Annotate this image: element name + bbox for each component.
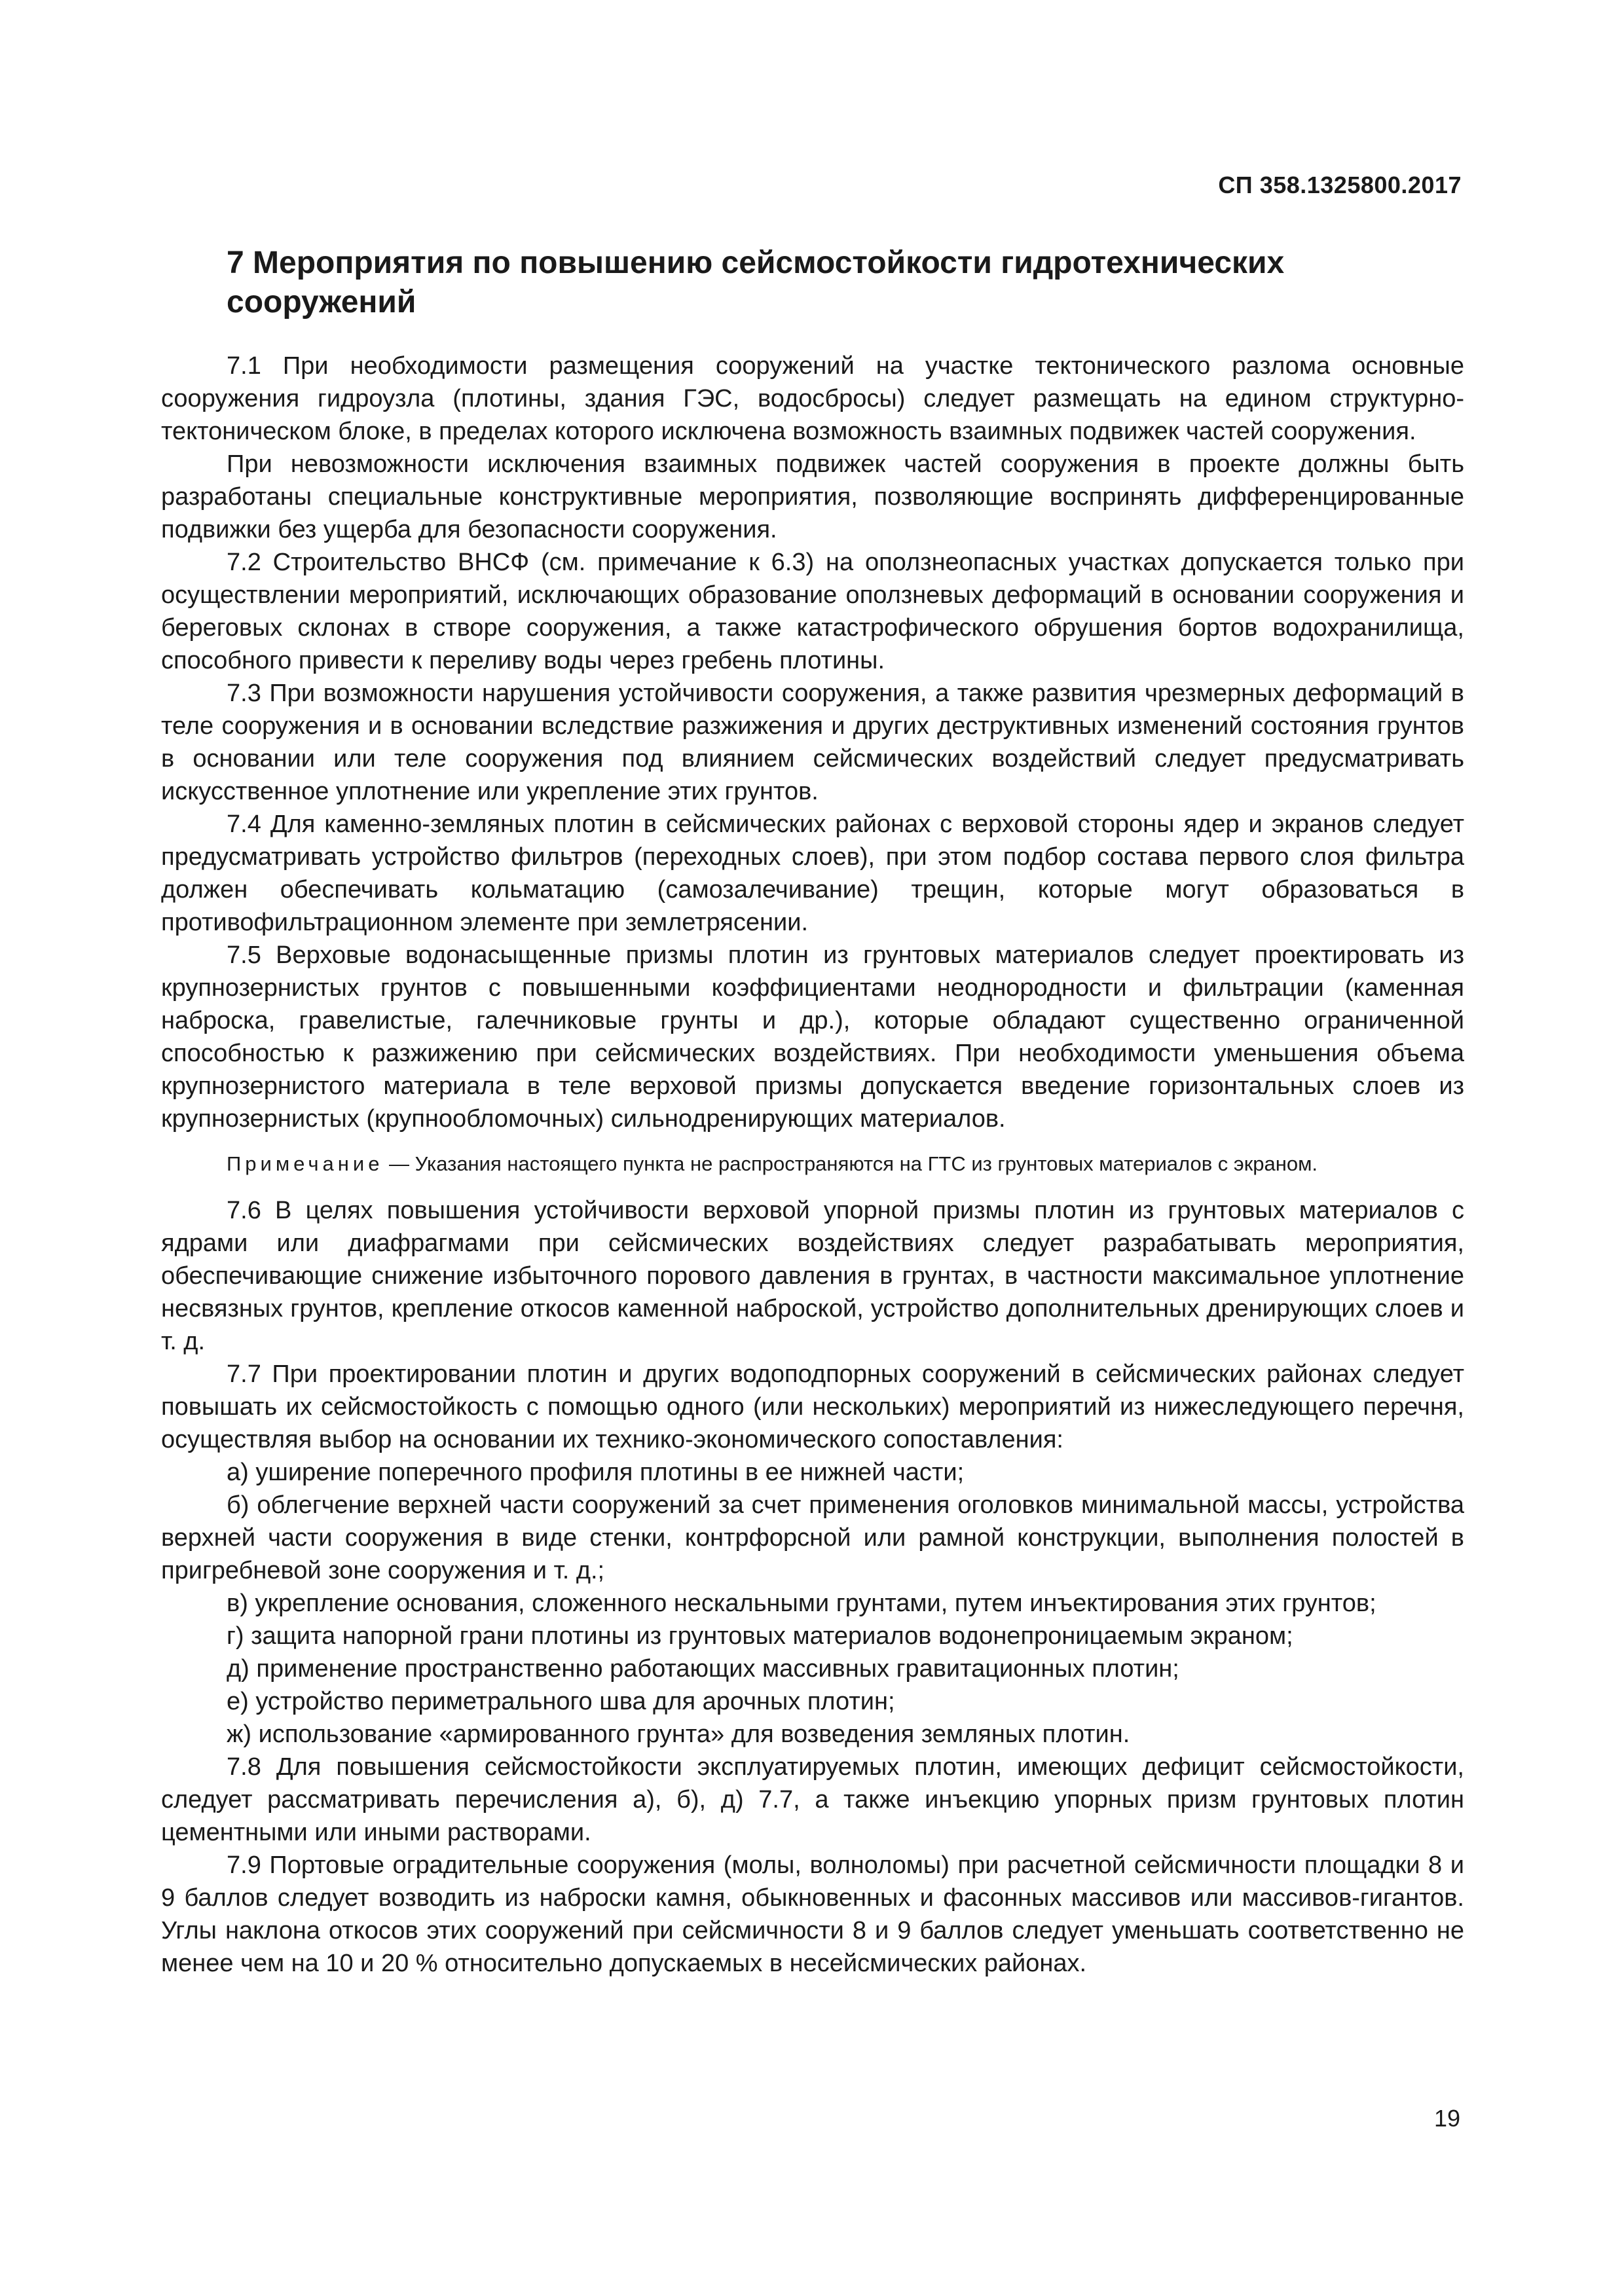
- section-title: 7 Мероприятия по повышению сейсмостойкости гидротехнических сооружений: [227, 246, 1285, 319]
- note-label: Примечание: [227, 1152, 384, 1175]
- list-item-b: б) облегчение верхней части сооружений за счет применения оголовков минимальной массы, устройства верхней части сооружения в виде стенки, контрфорсной или рамной конструкции, выполнения полостей в пригребневой зоне сооружения и т. д.;: [161, 1491, 1464, 1584]
- paragraph-7-5: 7.5 Верховые водонасыщенные призмы плотин из грунтовых материалов следует проектировать из крупнозернистых грунтов с повышенными коэффициентами неоднородности и фильтрации (каменная наброска, гравелистые, галечниковые грунты и др.), которые обладают существенно ограниченной способностью к разжижению при сейсмических воздействиях. При необходимости уменьшения объема крупнозернистого материала в теле верховой призмы допускается введение горизонтальных слоев из крупнозернистых (крупнообломочных) сильнодренирующих материалов.: [161, 941, 1464, 1133]
- list-item-d: д) применение пространственно работающих массивных гравитационных плотин;: [227, 1655, 1179, 1683]
- page-number: 19: [1433, 2105, 1460, 2132]
- paragraph-7-8: 7.8 Для повышения сейсмостойкости эксплуатируемых плотин, имеющих дефицит сейсмостойкости, следует рассматривать перечисления а), б), д) 7.7, а также инъекцию упорных призм грунтовых плотин цементными или иными растворами.: [161, 1753, 1464, 1846]
- paragraph-7-9: 7.9 Портовые оградительные сооружения (молы, волноломы) при расчетной сейсмичности площадки 8 и 9 баллов следует возводить из наброски камня, обыкновенных и фасонных массивов или массивов-гигантов. Углы наклона откосов этих сооружений при сейсмичности 8 и 9 баллов следует уменьшать соответственно не менее чем на 10 и 20 % относительно допускаемых в несейсмических районах.: [161, 1851, 1464, 1977]
- paragraph-7-1: 7.1 При необходимости размещения сооружений на участке тектонического разлома основные сооружения гидроузла (плотины, здания ГЭС, водосбросы) следует размещать на едином структурно-тектоническом блоке, в пределах которого исключена возможность взаимных подвижек частей сооружения.: [161, 352, 1464, 445]
- paragraph-7-6: 7.6 В целях повышения устойчивости верховой упорной призмы плотин из грунтовых материалов с ядрами или диафрагмами при сейсмических воздействиях следует разрабатывать мероприятия, обеспечивающие снижение избыточного порового давления в грунтах, в частности максимальное уплотнение несвязных грунтов, крепление откосов каменной наброской, устройство дополнительных дренирующих слоев и т. д.: [161, 1197, 1464, 1355]
- list-item-zh: ж) использование «армированного грунта» для возведения земляных плотин.: [227, 1721, 1130, 1748]
- list-item-a: а) уширение поперечного профиля плотины в ее нижней части;: [227, 1459, 965, 1486]
- document-body: [161, 244, 1464, 1980]
- note-text: — Указания настоящего пункта не распространяются на ГТС из грунтовых материалов с экраном.: [383, 1152, 1318, 1175]
- note: [161, 1150, 1464, 1178]
- paragraph-7-1-continued: При невозможности исключения взаимных подвижек частей сооружения в проекте должны быть разработаны специальные конструктивные мероприятия, позволяющие воспринять дифференцированные подвижки без ущерба для безопасности сооружения.: [161, 450, 1464, 543]
- list-item-e: е) устройство периметрального шва для арочных плотин;: [227, 1688, 895, 1715]
- paragraph-7-3: 7.3 При возможности нарушения устойчивости сооружения, а также развития чрезмерных деформаций в теле сооружения и в основании вследствие разжижения и других деструктивных изменений состояния грунтов в основании или теле сооружения под влиянием сейсмических воздействий следует предусматривать искусственное уплотнение или укрепление этих грунтов.: [161, 680, 1464, 805]
- list-item-v: в) укрепление основания, сложенного нескальными грунтами, путем инъектирования этих грунтов;: [227, 1590, 1376, 1617]
- document-code: СП 358.1325800.2017: [1218, 172, 1462, 198]
- paragraph-7-7: 7.7 При проектировании плотин и других водоподпорных сооружений в сейсмических районах следует повышать их сейсмостойкость с помощью одного (или нескольких) мероприятий из нижеследующего перечня, осуществляя выбор на основании их технико-экономического сопоставления:: [161, 1360, 1464, 1453]
- paragraph-7-2: 7.2 Строительство ВНСФ (см. примечание к 6.3) на оползнеопасных участках допускается только при осуществлении мероприятий, исключающих образование оползневых деформаций в основании сооружения и береговых склонах в створе сооружения, а также катастрофического обрушения бортов водохранилища, способного привести к переливу воды через гребень плотины.: [161, 549, 1464, 674]
- list-item-g: г) защита напорной грани плотины из грунтовых материалов водонепроницаемым экраном;: [227, 1622, 1293, 1650]
- paragraph-7-4: 7.4 Для каменно-земляных плотин в сейсмических районах с верховой стороны ядер и экранов следует предусматривать устройство фильтров (переходных слоев), при этом подбор состава первого слоя фильтра должен обеспечивать кольматацию (самозалечивание) трещин, которые могут образоваться в противофильтрационном элементе при землетрясении.: [161, 811, 1464, 936]
